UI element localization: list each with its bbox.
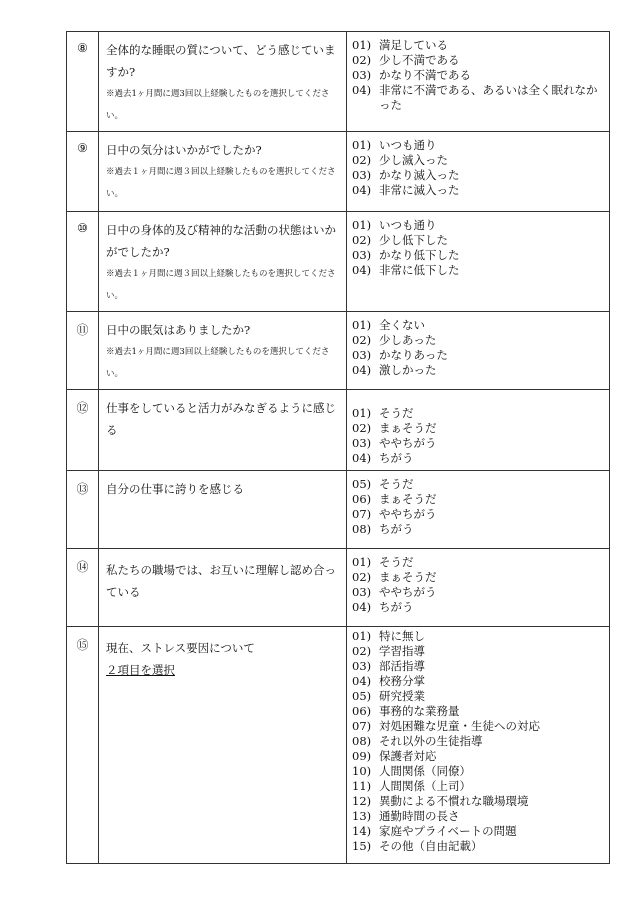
selection-instruction: ２項目を選択 bbox=[106, 663, 175, 677]
options-list bbox=[352, 629, 605, 854]
option-item[interactable] bbox=[352, 644, 605, 659]
option-number: 03) bbox=[352, 248, 372, 262]
option-label: ちがう bbox=[379, 600, 414, 614]
question-cell bbox=[99, 212, 347, 312]
option-label: ちがう bbox=[379, 451, 414, 465]
option-item[interactable] bbox=[352, 659, 605, 674]
option-item[interactable] bbox=[352, 809, 605, 824]
option-label: 校務分掌 bbox=[379, 674, 425, 688]
option-item[interactable] bbox=[352, 183, 605, 198]
option-item[interactable] bbox=[352, 248, 605, 263]
options-cell bbox=[347, 32, 610, 132]
option-number: 02) bbox=[352, 53, 372, 67]
option-item[interactable] bbox=[352, 585, 605, 600]
option-item[interactable] bbox=[352, 68, 605, 83]
question-cell bbox=[99, 627, 347, 864]
option-number: 02) bbox=[352, 644, 372, 658]
option-number: 02) bbox=[352, 233, 372, 247]
option-number: 04) bbox=[352, 451, 372, 465]
option-number: 07) bbox=[352, 719, 372, 733]
option-item[interactable] bbox=[352, 348, 605, 363]
option-item[interactable] bbox=[352, 555, 605, 570]
option-number: 02) bbox=[352, 153, 372, 167]
option-label: いつも通り bbox=[379, 218, 437, 232]
question-cell bbox=[99, 390, 347, 471]
option-item[interactable] bbox=[352, 689, 605, 704]
option-number: 01) bbox=[352, 138, 372, 152]
option-item[interactable] bbox=[352, 704, 605, 719]
option-label: 研究授業 bbox=[379, 689, 425, 703]
question-row bbox=[67, 471, 610, 549]
option-number: 02) bbox=[352, 570, 372, 584]
question-cell bbox=[99, 32, 347, 132]
option-number: 01) bbox=[352, 38, 372, 52]
options-cell bbox=[347, 132, 610, 212]
option-label: まぁそうだ bbox=[379, 492, 437, 506]
option-item[interactable] bbox=[352, 492, 605, 507]
option-number: 07) bbox=[352, 507, 372, 521]
option-label: 激しかった bbox=[379, 363, 437, 377]
question-cell bbox=[99, 132, 347, 212]
option-label: 異動による不慣れな職場環境 bbox=[379, 794, 529, 808]
option-item[interactable] bbox=[352, 719, 605, 734]
option-number: 03) bbox=[352, 168, 372, 182]
question-cell bbox=[99, 471, 347, 549]
options-list bbox=[352, 477, 605, 537]
option-item[interactable] bbox=[352, 507, 605, 522]
option-label: かなり不満である bbox=[379, 68, 471, 82]
question-row bbox=[67, 627, 610, 864]
option-label: まぁそうだ bbox=[379, 421, 437, 435]
option-label: 少し滅入った bbox=[379, 153, 448, 167]
option-item[interactable] bbox=[352, 318, 605, 333]
option-number: 02) bbox=[352, 421, 372, 435]
option-number: 08) bbox=[352, 522, 372, 536]
option-label: 非常に低下した bbox=[379, 263, 460, 277]
options-list bbox=[352, 555, 605, 615]
option-item[interactable] bbox=[352, 421, 605, 436]
option-item[interactable] bbox=[352, 218, 605, 233]
option-number: 03) bbox=[352, 68, 372, 82]
option-label: それ以外の生徒指導 bbox=[379, 734, 483, 748]
question-row bbox=[67, 132, 610, 212]
option-label: そうだ bbox=[379, 555, 414, 569]
question-row bbox=[67, 212, 610, 312]
option-label: 保護者対応 bbox=[379, 749, 437, 763]
option-number: 02) bbox=[352, 333, 372, 347]
option-item[interactable] bbox=[352, 674, 605, 689]
question-text: 仕事をしていると活力がみなぎるように感じる bbox=[106, 401, 336, 437]
option-label: 少しあった bbox=[379, 333, 437, 347]
option-item[interactable] bbox=[352, 570, 605, 585]
option-number: 15) bbox=[352, 839, 372, 853]
question-text: 日中の身体的及び精神的な活動の状態はいかがでしたか? bbox=[106, 223, 336, 259]
option-label: 対処困難な児童・生徒への対応 bbox=[379, 719, 540, 733]
options-cell bbox=[347, 627, 610, 864]
option-item[interactable] bbox=[352, 839, 605, 854]
option-label: そうだ bbox=[379, 406, 414, 420]
option-item[interactable] bbox=[352, 38, 605, 53]
question-row bbox=[67, 390, 610, 471]
option-item[interactable] bbox=[352, 153, 605, 168]
option-label: 非常に滅入った bbox=[379, 183, 460, 197]
question-row bbox=[67, 32, 610, 132]
option-number: 08) bbox=[352, 734, 372, 748]
option-label: 全くない bbox=[379, 318, 425, 332]
question-note: ※過去1ヶ月間に週3回以上経験したものを選択してください。 bbox=[106, 89, 330, 121]
question-text: 全体的な睡眠の質について、どう感じていますか? bbox=[106, 43, 336, 79]
option-number: 05) bbox=[352, 689, 372, 703]
question-number: ⑮ bbox=[67, 627, 99, 864]
option-number: 04) bbox=[352, 263, 372, 277]
options-list bbox=[352, 38, 605, 113]
options-cell bbox=[347, 312, 610, 390]
option-item[interactable] bbox=[352, 436, 605, 451]
option-number: 04) bbox=[352, 600, 372, 614]
option-number: 14) bbox=[352, 824, 372, 838]
option-label: ちがう bbox=[379, 522, 414, 536]
option-number: 01) bbox=[352, 406, 372, 420]
options-list bbox=[352, 138, 605, 198]
option-item[interactable] bbox=[352, 600, 605, 615]
option-label: ややちがう bbox=[379, 585, 437, 599]
option-label: 学習指導 bbox=[379, 644, 425, 658]
question-note: ※過去１ヶ月間に週３回以上経験したものを選択してください。 bbox=[106, 167, 336, 199]
option-label: そうだ bbox=[379, 477, 414, 491]
option-label: かなり低下した bbox=[379, 248, 460, 262]
option-label: 通勤時間の長さ bbox=[379, 809, 460, 823]
question-cell bbox=[99, 549, 347, 627]
option-item[interactable] bbox=[352, 824, 605, 839]
options-list bbox=[352, 218, 605, 278]
option-item[interactable] bbox=[352, 233, 605, 248]
option-item[interactable] bbox=[352, 83, 605, 113]
option-label: その他（自由記載） bbox=[379, 839, 483, 853]
option-label: かなり滅入った bbox=[379, 168, 460, 182]
option-number: 11) bbox=[352, 779, 372, 793]
option-number: 01) bbox=[352, 318, 372, 332]
option-item[interactable] bbox=[352, 734, 605, 749]
options-cell bbox=[347, 471, 610, 549]
option-item[interactable] bbox=[352, 363, 605, 378]
option-item[interactable] bbox=[352, 263, 605, 278]
option-label: 事務的な業務量 bbox=[379, 704, 460, 718]
option-number: 05) bbox=[352, 477, 372, 491]
question-number: ⑩ bbox=[67, 212, 99, 312]
option-label: 人間関係（上司） bbox=[379, 779, 471, 793]
option-number: 01) bbox=[352, 218, 372, 232]
option-label: 少し低下した bbox=[379, 233, 448, 247]
option-number: 12) bbox=[352, 794, 372, 808]
option-item[interactable] bbox=[352, 749, 605, 764]
options-list bbox=[352, 318, 605, 378]
option-number: 10) bbox=[352, 764, 372, 778]
option-number: 04) bbox=[352, 674, 372, 688]
option-item[interactable] bbox=[352, 629, 605, 644]
option-number: 06) bbox=[352, 492, 372, 506]
option-label: 人間関係（同僚） bbox=[379, 764, 471, 778]
option-item[interactable] bbox=[352, 168, 605, 183]
question-number: ⑭ bbox=[67, 549, 99, 627]
question-text: 日中の眠気はありましたか? bbox=[106, 323, 251, 337]
option-number: 01) bbox=[352, 629, 372, 643]
option-number: 04) bbox=[352, 83, 372, 97]
question-text: 現在、ストレス要因について bbox=[106, 641, 255, 655]
option-label: まぁそうだ bbox=[379, 570, 437, 584]
option-label: 特に無し bbox=[379, 629, 425, 643]
option-item[interactable] bbox=[352, 406, 605, 421]
question-text: 自分の仕事に誇りを感じる bbox=[106, 482, 244, 496]
option-item[interactable] bbox=[352, 451, 605, 466]
option-label: 部活指導 bbox=[379, 659, 425, 673]
option-item[interactable] bbox=[352, 53, 605, 68]
options-cell bbox=[347, 549, 610, 627]
question-row bbox=[67, 549, 610, 627]
option-item[interactable] bbox=[352, 779, 605, 794]
question-cell bbox=[99, 312, 347, 390]
option-label: ややちがう bbox=[379, 507, 437, 521]
option-item[interactable] bbox=[352, 477, 605, 492]
option-number: 04) bbox=[352, 363, 372, 377]
options-list bbox=[352, 406, 605, 466]
option-label: ややちがう bbox=[379, 436, 437, 450]
option-number: 03) bbox=[352, 585, 372, 599]
question-note: ※過去1ヶ月間に週3回以上経験したものを選択してください。 bbox=[106, 347, 330, 379]
question-number: ⑨ bbox=[67, 132, 99, 212]
question-number: ⑫ bbox=[67, 390, 99, 471]
option-number: 13) bbox=[352, 809, 372, 823]
question-note: ※過去１ヶ月間に週３回以上経験したものを選択してください。 bbox=[106, 269, 336, 301]
question-text: 日中の気分はいかがでしたか? bbox=[106, 143, 262, 157]
option-number: 01) bbox=[352, 555, 372, 569]
option-label: 非常に不満である、あるいは全く眠れなかった bbox=[379, 83, 598, 112]
question-row bbox=[67, 312, 610, 390]
question-number: ⑪ bbox=[67, 312, 99, 390]
question-text: 私たちの職場では、お互いに理解し認め合っている bbox=[106, 563, 336, 599]
options-cell bbox=[347, 390, 610, 471]
option-item[interactable] bbox=[352, 333, 605, 348]
option-label: かなりあった bbox=[379, 348, 448, 362]
option-label: 満足している bbox=[379, 38, 448, 52]
option-label: 少し不満である bbox=[379, 53, 460, 67]
option-item[interactable] bbox=[352, 764, 605, 779]
option-number: 03) bbox=[352, 659, 372, 673]
option-label: いつも通り bbox=[379, 138, 437, 152]
question-number: ⑬ bbox=[67, 471, 99, 549]
option-label: 家庭やプライベートの問題 bbox=[379, 824, 517, 838]
option-number: 06) bbox=[352, 704, 372, 718]
option-item[interactable] bbox=[352, 522, 605, 537]
question-number: ⑧ bbox=[67, 32, 99, 132]
option-number: 03) bbox=[352, 348, 372, 362]
option-item[interactable] bbox=[352, 138, 605, 153]
option-number: 04) bbox=[352, 183, 372, 197]
options-cell bbox=[347, 212, 610, 312]
questionnaire-table bbox=[66, 31, 610, 864]
option-number: 09) bbox=[352, 749, 372, 763]
option-item[interactable] bbox=[352, 794, 605, 809]
option-number: 03) bbox=[352, 436, 372, 450]
